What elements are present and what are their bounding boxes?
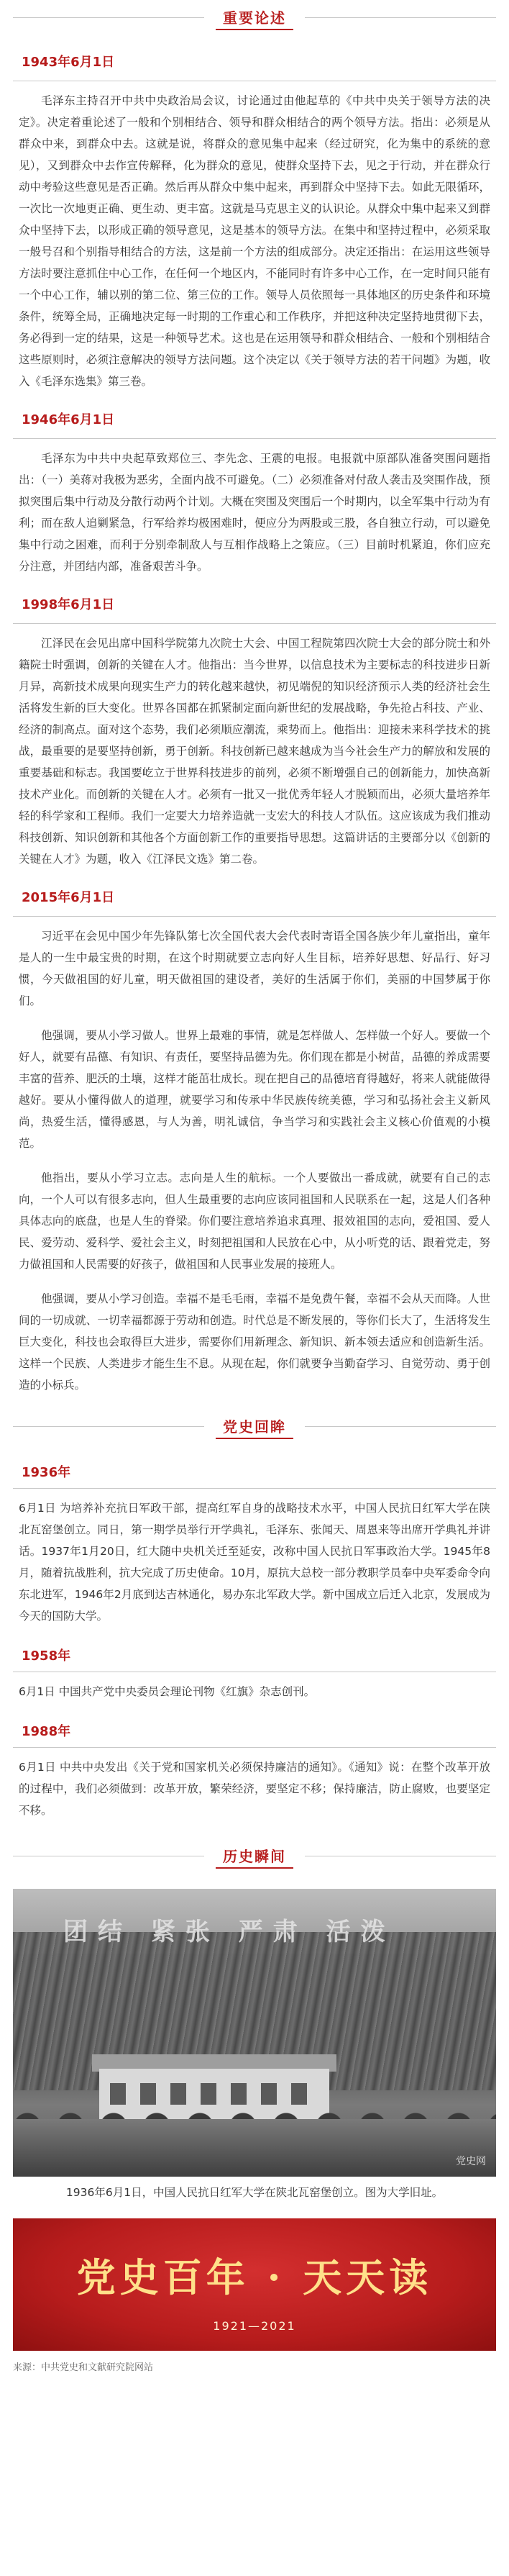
entry-date: 1946年6月1日 [22,412,115,427]
important-list [0,52,509,1396]
photo-windows [110,2083,318,2105]
entry-paragraph: 他强调，要从小学习创造。幸福不是毛毛雨，幸福不是免费午餐，幸福不会从天而降。人世间的一切成就、一切幸福都源于劳动和创造。时代总是不断发展的，等你们长大了，生活将发生巨大变化，科技也会取得巨大进步，需要你们用新理念、新知识、新本领去适应和创造新生活。这样一个民族、人类进步才能生生不息。从现在起，你们就要争当勤奋学习、自觉劳动、勇于创造的小标兵。 [19,1292,490,1392]
section-title: 党史回眸 [216,1414,293,1439]
promo-banner [13,2218,496,2351]
promo-title: 党史百年 · 天天读 [76,2254,433,2300]
section-header-moment [13,1838,496,1873]
section-title: 重要论述 [216,5,293,30]
divider [13,623,496,624]
section-title: 历史瞬间 [216,1843,293,1869]
photo-banner-text: 团结 紧张 严肃 活泼 [63,1918,395,1946]
entry-paragraph: 他强调，要从小学习做人。世界上最难的事情，就是怎样做人、怎样做一个好人。要做一个好人，就要有品德、有知识、有责任，要坚持品德为先。你们现在都是小树苗，品德的养成需要丰富的营养、肥沃的土壤，这样才能茁壮成长。现在把自己的品德培育得越好，将来人就能做得越好。要从小懂得做人的道理，就要学习和传承中华民族传统美德，学习和弘扬社会主义新风尚，热爱生活，懂得感恩，与人为善，明礼诚信，争当学习和实践社会主义核心价值观的小模范。 [19,1029,490,1150]
review-year: 1936年 [22,1465,71,1480]
entry-paragraph: 他指出，要从小学习立志。志向是人生的航标。一个人要做出一番成就，就要有自己的志向，一个人可以有很多志向，但人生最重要的志向应该同祖国和人民联系在一起，这是人们各种具体志向的底盘，也是人生的脊梁。你们要注意培养追求真理、报效祖国的志向，爱祖国、爱人民、爱劳动、爱科学、爱社会主义，时刻把祖国和人民放在心中，从小听党的话、跟着党走，努力做祖国和人民需要的好孩子，做祖国和人民事业发展的接班人。 [19,1171,490,1271]
entry-paragraph: 习近平在会见中国少年先锋队第七次全国代表大会代表时寄语全国各族少年儿童指出，童年是人的一生中最宝贵的时期，在这个时期就要立志向好人生目标，培养好思想、好品行、好习惯，今天做祖国的好儿童，明天做祖国的建设者，美好的生活属于你们，美丽的中国梦属于你们。 [19,930,490,1007]
photo-ground [13,2119,496,2177]
divider [305,17,496,18]
review-text: 6月1日 中共中央发出《关于党和国家机关必须保持廉洁的通知》。《通知》说：在整个改革开放的过程中，我们必须做到：改革开放，繁荣经济，要坚定不移；保持廉洁，防止腐败，也要坚定不移。 [19,1761,490,1817]
review-text: 6月1日 中国共产党中央委员会理论刊物《红旗》杂志创刊。 [19,1685,316,1698]
section-header-important [13,0,496,35]
review-year: 1988年 [22,1724,71,1739]
source-note: 来源：中共党史和文献研究院网站 [13,2362,154,2373]
divider [13,916,496,917]
entry-date: 2015年6月1日 [22,890,115,905]
entry-paragraph: 毛泽东主持召开中共中央政治局会议，讨论通过由他起草的《中共中央关于领导方法的决定》。决定着重论述了一般和个别相结合、领导和群众相结合的两个领导方法。指出：必须是从群众中来，到群众中去。这就是说，将群众的意见集中起来（经过研究，化为集中的系统的意见），又到群众中去作宣传解释，化为群众的意见，使群众坚持下去，见之于行动，并在群众行动中考验这些意见是否正确。然后再从群众中集中起来，再到群众中坚持下去。如此无限循环，一次比一次地更正确、更生动、更丰富。这就是马克思主义的认识论。从群众中集中起来又到群众中坚持下去，以形成正确的领导意见，这是基本的领导方法。在集中和坚持过程中，必须采取一般号召和个别指导相结合的方法，这是前一个方法的组成部分。决定还指出：在运用这些领导方法时要注意抓住中心工作，在任何一个地区内，不能同时有许多中心工作，在一定时间只能有一个中心工作，辅以别的第二位、第三位的工作。领导人员依照每一具体地区的历史条件和环境条件，统筹全局，正确地决定每一时期的工作重心和工作秩序，并把这种决定坚持地贯彻下去，务必得到一定的结果，这是一种领导艺术。这也是在运用领导和群众相结合、一般和个别相结合这些原则时，必须注意解决的领导方法问题。这个决定以《关于领导方法的若干问题》为题，收入《毛泽东选集》第三卷。 [19,94,490,388]
review-year: 1958年 [22,1648,71,1664]
entry-paragraph: 毛泽东为中共中央起草致郑位三、李先念、王震的电报。电报就中原部队准备突围问题指出：（一）美蒋对我极为恶劣，全面内战不可避免。（二）必须准备对付敌人袭击及突围作战，预拟突围后集中行动及分散行动两个计划。大概在突围及突围后一个时期内，以全军集中行动为有利；而在敌人追剿紧急，行军给养均极困难时，便应分为两股或三股，各自独立行动，可以避免集中行动之困难，而利于分别牵制敌人与互相作战略上之策应。（三）目前时机紧迫，你们应充分注意，并团结内部，准备艰苦斗争。 [19,452,490,573]
review-list [0,1462,509,1821]
review-text: 6月1日 为培养补充抗日军政干部，提高红军自身的战略技术水平，中国人民抗日红军大学在陕北瓦窑堡创立。同日，第一期学员举行开学典礼，毛泽东、张闻天、周恩来等出席开学典礼并讲话。1937年1月20日，红大随中央机关迁至延安，改称中国人民抗日军事政治大学。1945年8月，随着抗战胜利，抗大完成了历史使命。10月，原抗大总校一部分教职学员奉中央军委命令向东北进军，1946年2月底到达吉林通化，易办东北军政大学。新中国成立后迁入北京，发展成为今天的国防大学。 [19,1502,490,1623]
photo-watermark: 党史网 [456,2156,486,2167]
divider [13,17,204,18]
historic-photo [13,1889,496,2177]
divider [13,1426,204,1427]
divider [305,1426,496,1427]
divider [13,1488,496,1489]
entry-date: 1998年6月1日 [22,597,115,612]
promo-years: 1921—2021 [213,2319,296,2333]
divider [13,1747,496,1748]
entry-paragraph: 江泽民在会见出席中国科学院第九次院士大会、中国工程院第四次院士大会的部分院士和外籍院士时强调，创新的关键在人才。他指出：当今世界，以信息技术为主要标志的科技进步日新月异，高新技术成果向现实生产力的转化越来越快，初见端倪的知识经济预示人类的经济社会生活将发生新的巨大变化。世界各国都在抓紧制定面向新世纪的发展战略，争先抢占科技、产业、经济的制高点。面对这个态势，我们必须顺应潮流，乘势而上。他指出：迎接未来科学技术的挑战，最重要的是要坚持创新，勇于创新。科技创新已越来越成为当今社会生产力的解放和发展的重要基础和标志。我国要屹立于世界科技进步的前列，必须不断增强自己的创新能力，加快高新技术产业化。而创新的关键在人才。必须有一批又一批优秀年轻人才脱颖而出，必须大量培养年轻的科学家和工程师。我们一定要大力培养造就一支宏大的科技人才队伍。这应该成为我们推动科技创新、知识创新和其他各个方面创新工作的重要指导思想。这篇讲话的主要部分以《创新的关键在人才》为题，收入《江泽民文选》第二卷。 [19,637,490,866]
section-header-review [13,1409,496,1443]
entry-date: 1943年6月1日 [22,55,115,70]
photo-caption: 1936年6月1日，中国人民抗日红军大学在陕北瓦窑堡创立。图为大学旧址。 [65,2186,444,2199]
divider [13,438,496,439]
